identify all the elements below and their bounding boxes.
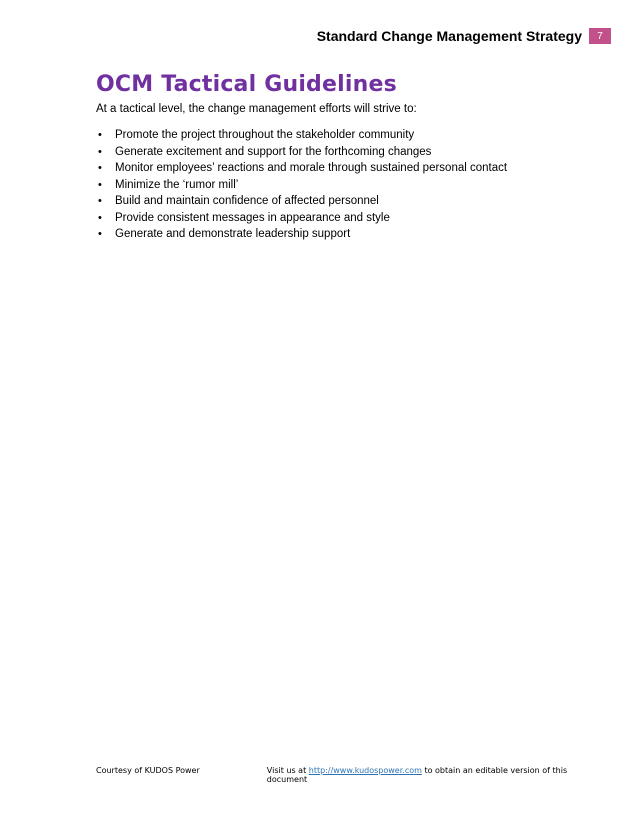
bullet-icon: • [98,195,102,207]
list-item [96,226,598,242]
document-title: Standard Change Management Strategy [316,28,582,44]
footer-visit [267,766,598,784]
bullet-icon: • [98,178,102,191]
guideline-list [96,127,598,242]
footer-visit-prefix: Visit us at [266,766,309,775]
page-header [317,28,611,44]
list-item [96,210,598,226]
bullet-icon: • [98,145,102,158]
main-content [96,72,598,243]
list-item-text: Minimize the ‘rumor mill’ [115,178,239,191]
bullet-icon: • [98,228,102,240]
list-item-text: Provide consistent messages in appearance and style [115,211,390,224]
footer-courtesy: Courtesy of KUDOS Power [96,766,200,775]
section-intro: At a tactical level, the change management efforts will strive to: [96,103,417,115]
list-item-text: Generate excitement and support for the forthcoming changes [115,145,432,158]
footer-visit-suffix: to obtain an editable version of this document [266,766,568,784]
list-item-text: Promote the project throughout the stakeholder community [115,129,415,141]
list-item [96,144,598,160]
bullet-icon: • [98,211,102,224]
page-footer [96,766,598,784]
bullet-icon: • [98,129,102,141]
page-number-badge: 7 [589,28,611,44]
list-item-text: Generate and demonstrate leadership support [115,228,351,240]
list-item-text: Monitor employees’ reactions and morale through sustained personal contact [115,162,508,174]
bullet-icon: • [98,162,102,174]
list-item-text: Build and maintain confidence of affected personnel [115,195,379,207]
list-item [96,193,598,209]
list-item [96,160,598,176]
list-item [96,127,598,143]
section-title: OCM Tactical Guidelines [96,72,397,97]
list-item [96,177,598,193]
website-link[interactable]: http://www.kudospower.com [308,766,422,775]
